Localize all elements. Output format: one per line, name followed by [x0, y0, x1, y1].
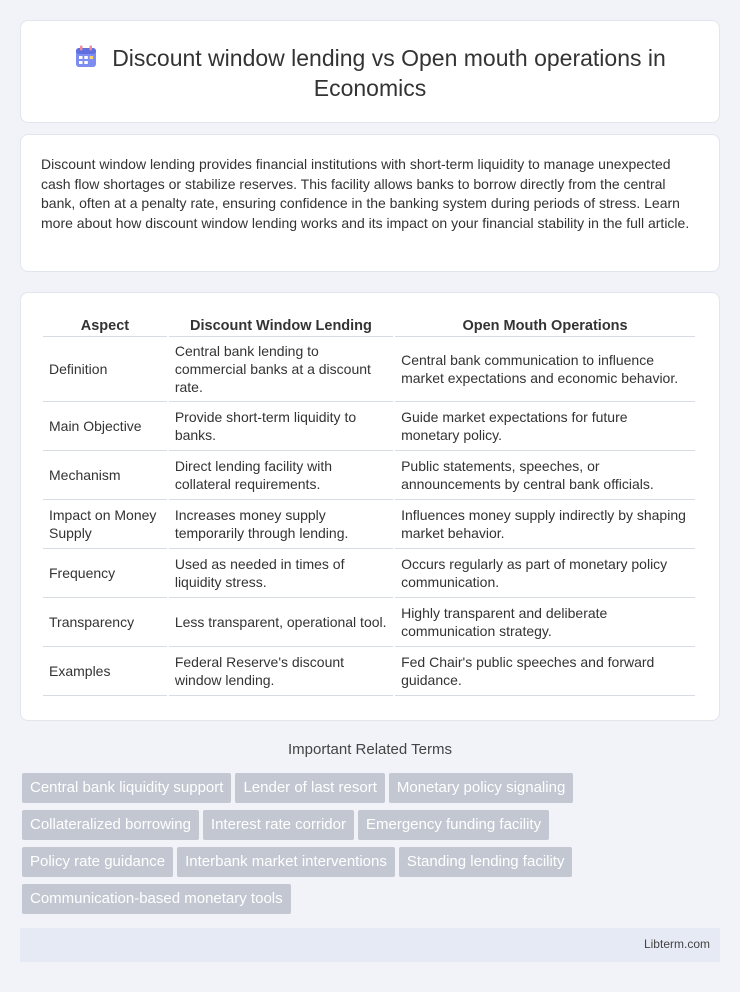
table-cell-discount: Direct lending facility with collateral requirements.	[169, 451, 393, 500]
header-open-mouth: Open Mouth Operations	[395, 315, 695, 337]
table-cell-aspect: Mechanism	[43, 451, 167, 500]
table-row	[43, 549, 695, 598]
table-cell-discount: Provide short-term liquidity to banks.	[169, 402, 393, 451]
related-term-tag[interactable]: Interbank market interventions	[177, 847, 395, 877]
related-term-tag[interactable]: Central bank liquidity support	[22, 773, 231, 803]
tag-row	[22, 773, 722, 810]
table-cell-open-mouth: Guide market expectations for future monetary policy.	[395, 402, 695, 451]
comparison-table	[41, 315, 697, 696]
title-card	[20, 20, 720, 123]
related-term-tag[interactable]: Monetary policy signaling	[389, 773, 573, 803]
table-cell-open-mouth: Central bank communication to influence market expectations and economic behavior.	[395, 337, 695, 402]
table-cell-aspect: Definition	[43, 337, 167, 402]
table-row	[43, 337, 695, 402]
header-discount-window: Discount Window Lending	[169, 315, 393, 337]
table-cell-open-mouth: Public statements, speeches, or announcements by central bank officials.	[395, 451, 695, 500]
related-terms-title: Important Related Terms	[288, 741, 452, 758]
table-cell-aspect: Main Objective	[43, 402, 167, 451]
related-term-tag[interactable]: Policy rate guidance	[22, 847, 173, 877]
table-cell-open-mouth: Occurs regularly as part of monetary policy communication.	[395, 549, 695, 598]
table-row	[43, 500, 695, 549]
related-term-tag[interactable]: Collateralized borrowing	[22, 810, 199, 840]
table-cell-discount: Increases money supply temporarily through lending.	[169, 500, 393, 549]
table-cell-discount: Federal Reserve's discount window lending.	[169, 647, 393, 696]
table-cell-open-mouth: Highly transparent and deliberate communication strategy.	[395, 598, 695, 647]
intro-card	[20, 134, 720, 272]
table-cell-aspect: Frequency	[43, 549, 167, 598]
page-title-wrap	[21, 43, 719, 103]
table-header-row	[43, 315, 695, 337]
table-cell-aspect: Impact on Money Supply	[43, 500, 167, 549]
calendar-icon	[74, 45, 98, 69]
table-cell-discount: Central bank lending to commercial banks at a discount rate.	[169, 337, 393, 402]
comparison-card	[20, 292, 720, 721]
related-term-tag[interactable]: Lender of last resort	[235, 773, 384, 803]
tag-row	[22, 884, 722, 921]
table-row	[43, 402, 695, 451]
footer	[20, 928, 720, 962]
tag-row	[22, 847, 722, 884]
table-cell-discount: Less transparent, operational tool.	[169, 598, 393, 647]
table-cell-open-mouth: Influences money supply indirectly by shaping market behavior.	[395, 500, 695, 549]
intro-paragraph: Discount window lending provides financial institutions with short-term liquidity to manage unexpected cash flow shortages or stabilize reserves. This facility allows banks to borrow directly from the central bank, often at a penalty rate, ensuring confidence in the banking system during periods of stress. Learn more about how discount window lending works and its impact on your financial stability in the full article.	[41, 156, 690, 231]
table-cell-discount: Used as needed in times of liquidity stress.	[169, 549, 393, 598]
table-row	[43, 647, 695, 696]
tag-row	[22, 810, 722, 847]
table-row	[43, 598, 695, 647]
table-cell-open-mouth: Fed Chair's public speeches and forward guidance.	[395, 647, 695, 696]
related-term-tag[interactable]: Standing lending facility	[399, 847, 573, 877]
table-row	[43, 451, 695, 500]
related-terms-list	[22, 773, 722, 921]
table-cell-aspect: Transparency	[43, 598, 167, 647]
footer-site-link[interactable]: Libterm.com	[643, 937, 710, 951]
header-aspect: Aspect	[43, 315, 167, 337]
related-term-tag[interactable]: Interest rate corridor	[203, 810, 354, 840]
related-term-tag[interactable]: Emergency funding facility	[358, 810, 549, 840]
related-term-tag[interactable]: Communication-based monetary tools	[22, 884, 291, 914]
page-title: Discount window lending vs Open mouth operations in Economics	[112, 45, 666, 101]
table-cell-aspect: Examples	[43, 647, 167, 696]
